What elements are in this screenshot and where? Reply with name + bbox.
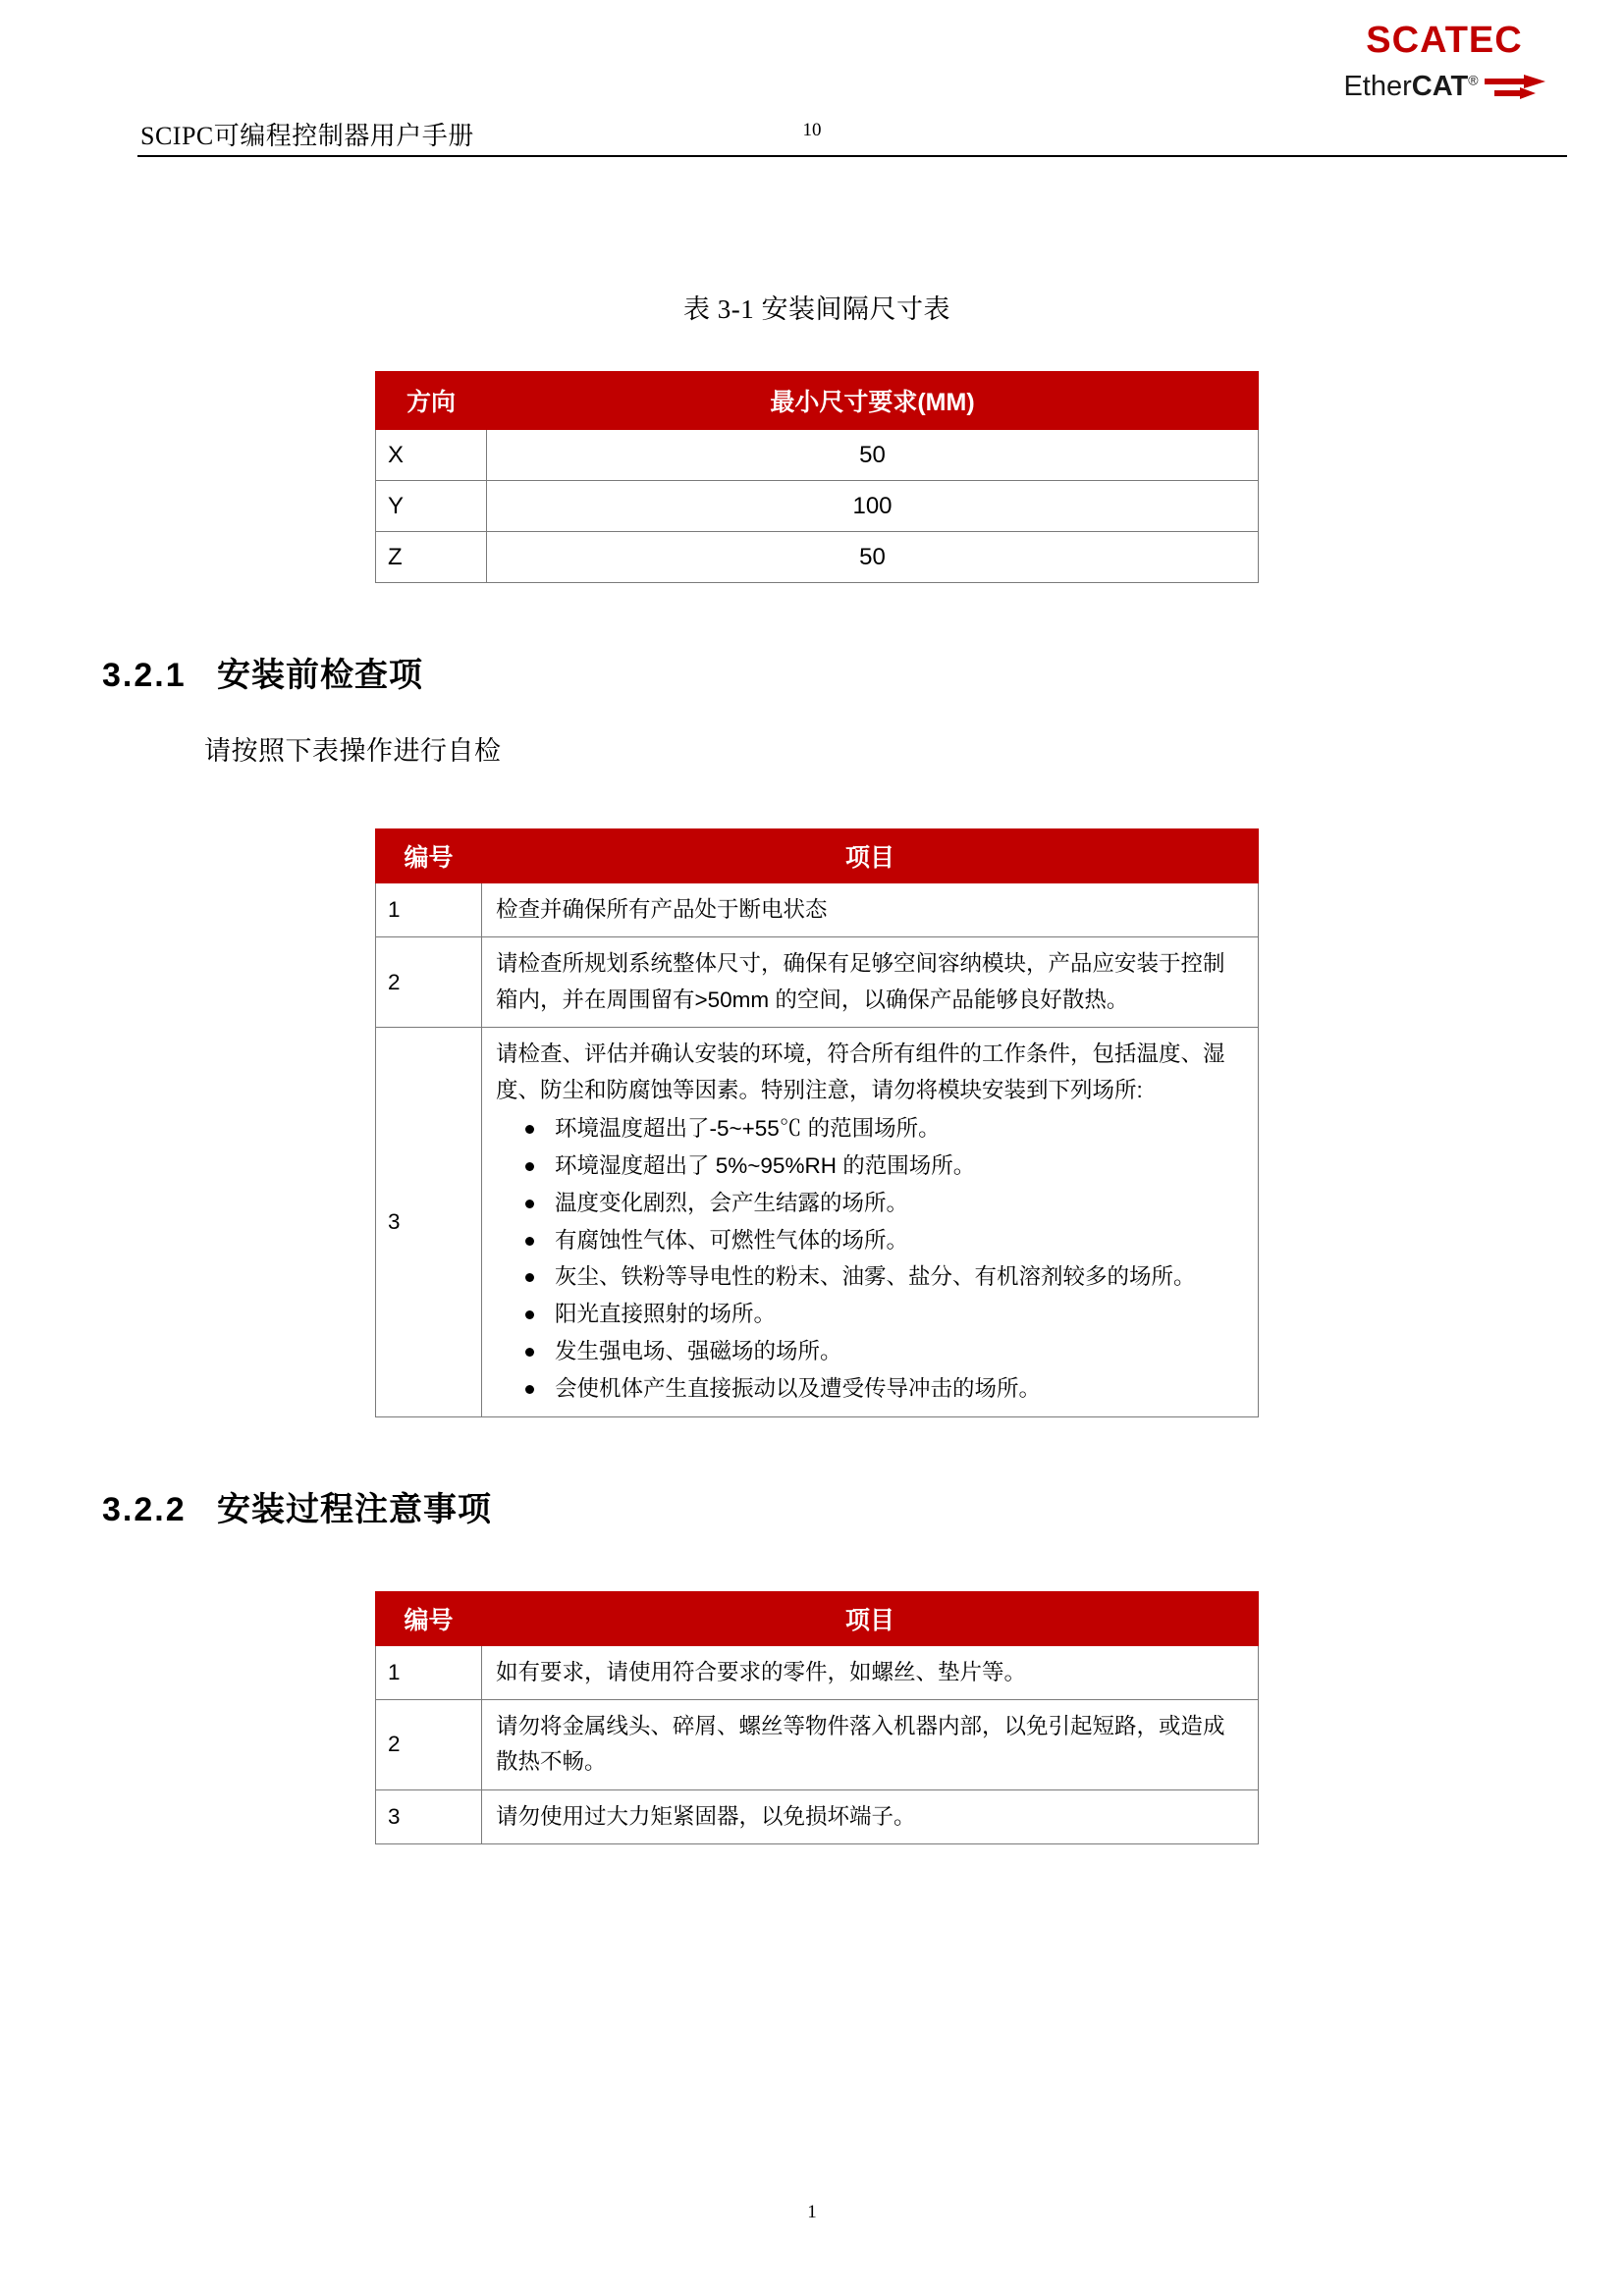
section-heading-321 bbox=[102, 648, 1487, 696]
cell-no: 1 bbox=[376, 883, 482, 937]
scatec-wordmark: SCATEC bbox=[1366, 20, 1523, 61]
column-header-direction: 方向 bbox=[376, 372, 487, 430]
table-caption: 表 3-1 安装间隔尺寸表 bbox=[683, 294, 950, 324]
table-row bbox=[376, 1700, 1259, 1790]
table-row bbox=[376, 1028, 1259, 1416]
ethercat-logo bbox=[1322, 73, 1567, 101]
environment-restriction-list bbox=[496, 1110, 1244, 1407]
list-item: 环境温度超出了-5~+55℃ 的范围场所。 bbox=[517, 1110, 1244, 1148]
cell-no: 1 bbox=[376, 1645, 482, 1699]
preinstall-check-table bbox=[375, 828, 1259, 1417]
section-number-322: 3.2.2 bbox=[102, 1490, 187, 1528]
header-divider bbox=[137, 155, 1567, 157]
section-heading-322 bbox=[102, 1482, 1487, 1530]
table-row bbox=[376, 883, 1259, 937]
list-item: 温度变化剧烈，会产生结露的场所。 bbox=[517, 1185, 1244, 1222]
column-header-no: 编号 bbox=[376, 829, 482, 883]
page-header bbox=[0, 0, 1624, 182]
cell-direction: Z bbox=[376, 532, 487, 583]
table-row bbox=[376, 1645, 1259, 1699]
header-document-title: SCIPC可编程控制器用户手册 bbox=[140, 122, 474, 150]
table-header-row bbox=[376, 1591, 1259, 1645]
table-row bbox=[376, 532, 1259, 583]
section-321-intro: 请按照下表操作进行自检 bbox=[204, 736, 502, 766]
list-item: 发生强电场、强磁场的场所。 bbox=[517, 1333, 1244, 1370]
cell-no: 3 bbox=[376, 1028, 482, 1416]
cell-no: 2 bbox=[376, 937, 482, 1028]
section-title-321: 安装前检查项 bbox=[216, 657, 423, 694]
table-row bbox=[376, 481, 1259, 532]
dimension-table bbox=[375, 371, 1259, 583]
table-row bbox=[376, 1789, 1259, 1843]
page-content bbox=[0, 288, 1624, 1844]
table-header-row bbox=[376, 372, 1259, 430]
footer-page-number: 1 bbox=[807, 2202, 817, 2222]
installation-notes-table bbox=[375, 1591, 1259, 1845]
brand-logo bbox=[1322, 22, 1567, 101]
cell-direction: Y bbox=[376, 481, 487, 532]
cell-item: 请勿将金属线头、碎屑、螺丝等物件落入机器内部，以免引起短路，或造成散热不畅。 bbox=[482, 1700, 1259, 1790]
cell-item-text: 请检查、评估并确认安装的环境，符合所有组件的工作条件，包括温度、湿度、防尘和防腐蚀等因素。特别注意，请勿将模块安装到下列场所: bbox=[496, 1041, 1225, 1102]
table-header-row bbox=[376, 829, 1259, 883]
cell-item: 请检查所规划系统整体尺寸，确保有足够空间容纳模块，产品应安装于控制箱内，并在周围留有>50mm 的空间，以确保产品能够良好散热。 bbox=[482, 937, 1259, 1028]
cell-direction: X bbox=[376, 430, 487, 481]
cell-item: 如有要求，请使用符合要求的零件，如螺丝、垫片等。 bbox=[482, 1645, 1259, 1699]
column-header-item: 项目 bbox=[482, 829, 1259, 883]
list-item: 灰尘、铁粉等导电性的粉末、油雾、盐分、有机溶剂较多的场所。 bbox=[517, 1258, 1244, 1296]
ethercat-wordmark: EtherCAT® bbox=[1343, 71, 1479, 102]
section-title-322: 安装过程注意事项 bbox=[216, 1490, 492, 1528]
column-header-no: 编号 bbox=[376, 1591, 482, 1645]
header-page-number: 10 bbox=[802, 120, 822, 140]
cell-value: 50 bbox=[487, 430, 1259, 481]
cell-item: 检查并确保所有产品处于断电状态 bbox=[482, 883, 1259, 937]
column-header-min-size: 最小尺寸要求(MM) bbox=[487, 372, 1259, 430]
column-header-item: 项目 bbox=[482, 1591, 1259, 1645]
list-item: 阳光直接照射的场所。 bbox=[517, 1296, 1244, 1333]
list-item: 环境湿度超出了 5%~95%RH 的范围场所。 bbox=[517, 1148, 1244, 1185]
cell-value: 50 bbox=[487, 532, 1259, 583]
cell-item: 请勿使用过大力矩紧固器，以免损坏端子。 bbox=[482, 1789, 1259, 1843]
cell-value: 100 bbox=[487, 481, 1259, 532]
section-number-321: 3.2.1 bbox=[102, 657, 187, 694]
cell-item bbox=[482, 1028, 1259, 1416]
cell-no: 2 bbox=[376, 1700, 482, 1790]
table-row bbox=[376, 430, 1259, 481]
table-row bbox=[376, 937, 1259, 1028]
ethercat-arrow-icon bbox=[1485, 75, 1545, 100]
list-item: 有腐蚀性气体、可燃性气体的场所。 bbox=[517, 1222, 1244, 1259]
list-item: 会使机体产生直接振动以及遭受传导冲击的场所。 bbox=[517, 1370, 1244, 1408]
cell-no: 3 bbox=[376, 1789, 482, 1843]
